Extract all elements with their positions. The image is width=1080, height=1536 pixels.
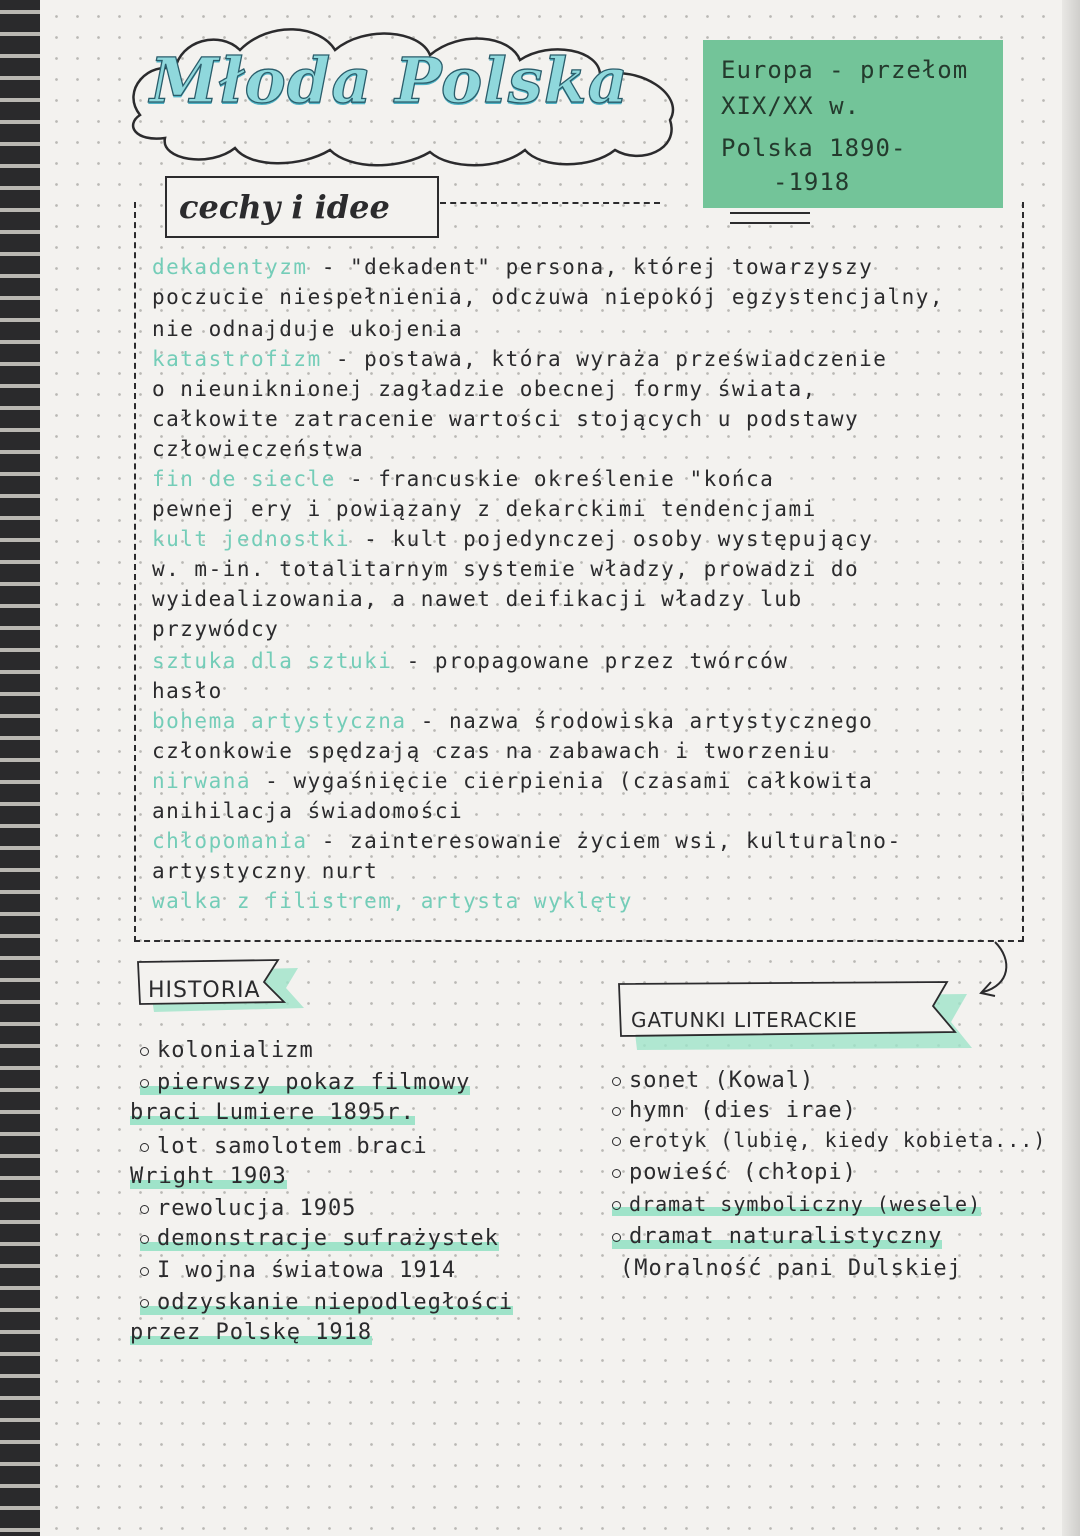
gatunki-item [612, 1224, 942, 1249]
idea-text: - nazwa środowiska artystycznego [406, 709, 874, 733]
idea-line [152, 709, 1012, 733]
historia-item [140, 1196, 356, 1221]
idea-term: walka z filistrem, artysta wyklęty [152, 889, 633, 913]
historia-item-text: rewolucja 1905 [157, 1196, 357, 1221]
idea-line [152, 679, 1012, 703]
historia-item-text: Wright 1903 [130, 1164, 287, 1189]
historia-item [140, 1070, 470, 1095]
gatunki-item [612, 1128, 1046, 1152]
historia-item-text: braci Lumiere 1895r. [130, 1100, 415, 1125]
gatunki-item-text: erotyk (lubię, kiedy kobieta...) [629, 1128, 1047, 1152]
historia-item-continued [130, 1164, 287, 1189]
gatunki-item-text: hymn (dies irae) [629, 1098, 857, 1123]
gatunki-item [612, 1068, 814, 1093]
section-label-box [165, 176, 439, 238]
idea-text: całkowite zatracenie wartości stojących u podstawy [152, 407, 860, 431]
historia-item-continued [130, 1320, 372, 1345]
idea-line [152, 285, 1012, 309]
historia-item-text: pierwszy pokaz filmowy [157, 1070, 471, 1095]
idea-line [152, 769, 1012, 793]
ideas-dashed-frame-top [440, 202, 660, 204]
gatunki-item-text: powieść (chłopi) [629, 1160, 857, 1185]
gatunki-item-text: sonet (Kowal) [629, 1068, 815, 1093]
bullet-icon [140, 1079, 149, 1088]
idea-line [152, 317, 1012, 341]
idea-text: - francuskie określenie "końca [335, 467, 775, 491]
idea-text: - zainteresowanie życiem wsi, kulturalno- [307, 829, 902, 853]
gatunki-item-text: dramat naturalistyczny [629, 1224, 943, 1249]
page-title: Młoda Polska [150, 44, 629, 117]
idea-line [152, 255, 1012, 279]
idea-line [152, 467, 1012, 491]
idea-line [152, 617, 1012, 641]
idea-text: - wygaśnięcie cierpienia (czasami całkowita [251, 769, 874, 793]
idea-line [152, 829, 1012, 853]
gatunki-label: GATUNKI LITERACKIE [631, 1008, 858, 1032]
idea-text: - postawa, która wyraża przeświadczenie [321, 347, 888, 371]
idea-term: katastrofizm [152, 347, 322, 371]
idea-text: nie odnajduje ukojenia [152, 317, 464, 341]
bullet-icon [140, 1267, 149, 1276]
idea-text: poczucie niespełnienia, odczuwa niepokój egzystencjalny, [152, 285, 945, 309]
bullet-icon [140, 1299, 149, 1308]
bullet-icon [612, 1169, 621, 1178]
gatunki-item [612, 1160, 857, 1185]
era-line-1: Europa - przełom [721, 56, 969, 84]
idea-term: kult jednostki [152, 527, 351, 551]
idea-text: - "dekadent" persona, której towarzyszy [307, 255, 874, 279]
idea-term: nirwana [152, 769, 252, 793]
idea-line [152, 739, 1012, 763]
idea-line [152, 407, 1012, 431]
idea-line [152, 497, 1012, 521]
idea-line [152, 347, 1012, 371]
section-label: cechy i idee [179, 188, 390, 226]
historia-item-text: odzyskanie niepodległości [157, 1290, 514, 1315]
idea-term: dekadentyzm [152, 255, 308, 279]
idea-line [152, 437, 1012, 461]
idea-line [152, 859, 1012, 883]
idea-text: artystyczny nurt [152, 859, 379, 883]
idea-text: przywódcy [152, 617, 280, 641]
bullet-icon [612, 1107, 621, 1116]
idea-term: chłopomania [152, 829, 308, 853]
idea-line [152, 377, 1012, 401]
curved-arrow-icon [965, 940, 1015, 1000]
idea-text: - propagowane przez twórców [392, 649, 789, 673]
historia-item [140, 1258, 456, 1283]
idea-line [152, 649, 1012, 673]
historia-item [140, 1226, 499, 1251]
era-box [703, 40, 1003, 208]
idea-term: fin de siecle [152, 467, 336, 491]
idea-text: członkowie spędzają czas na zabawach i tworzeniu [152, 739, 831, 763]
idea-line [152, 799, 1012, 823]
era-line-2: XIX/XX w. [721, 92, 861, 120]
gatunki-item [612, 1098, 857, 1123]
idea-text: anihilacja świadomości [152, 799, 464, 823]
gatunki-item-continued [620, 1256, 962, 1281]
bullet-icon [612, 1201, 621, 1210]
historia-label: HISTORIA [148, 978, 261, 1003]
historia-item-text: I wojna światowa 1914 [157, 1258, 457, 1283]
bullet-icon [612, 1233, 621, 1242]
bullet-icon [140, 1235, 149, 1244]
historia-item-text: przez Polskę 1918 [130, 1320, 373, 1345]
historia-item [140, 1134, 428, 1159]
era-line-3: Polska 1890- [721, 134, 907, 162]
idea-text: o nieuniknionej zagładzie obecnej formy świata, [152, 377, 817, 401]
gatunki-item [612, 1192, 981, 1216]
idea-line [152, 527, 1012, 551]
idea-line [152, 557, 1012, 581]
idea-line [152, 587, 1012, 611]
idea-text: pewnej ery i powiązany z dekarckimi tendencjami [152, 497, 817, 521]
historia-item [140, 1038, 314, 1063]
idea-term: bohema artystyczna [152, 709, 407, 733]
gatunki-tag [617, 978, 972, 1054]
historia-tag [136, 958, 304, 1016]
idea-text: - kult pojedynczej osoby występujący [350, 527, 874, 551]
idea-line [152, 889, 1012, 913]
idea-text: wyidealizowania, a nawet deifikacji władzy lub [152, 587, 803, 611]
gatunki-item-text: dramat symboliczny (wesele) [629, 1192, 982, 1216]
bullet-icon [140, 1047, 149, 1056]
page-edge [1062, 0, 1080, 1536]
historia-item-continued [130, 1100, 415, 1125]
idea-text: człowieczeństwa [152, 437, 365, 461]
historia-item [140, 1290, 513, 1315]
idea-term: sztuka dla sztuki [152, 649, 393, 673]
historia-item-text: kolonializm [157, 1038, 314, 1063]
bullet-icon [612, 1077, 621, 1086]
idea-text: hasło [152, 679, 223, 703]
historia-item-text: lot samolotem braci [157, 1134, 428, 1159]
idea-text: w. m-in. totalitarnym systemie władzy, prowadzi do [152, 557, 860, 581]
gatunki-item-text: (Moralność pani Dulskiej [620, 1256, 962, 1281]
bullet-icon [140, 1205, 149, 1214]
notebook-spiral-binding [0, 0, 40, 1536]
era-line-4: -1918 [773, 168, 851, 196]
historia-item-text: demonstracje sufrażystek [157, 1226, 499, 1251]
bullet-icon [612, 1137, 621, 1146]
bullet-icon [140, 1143, 149, 1152]
